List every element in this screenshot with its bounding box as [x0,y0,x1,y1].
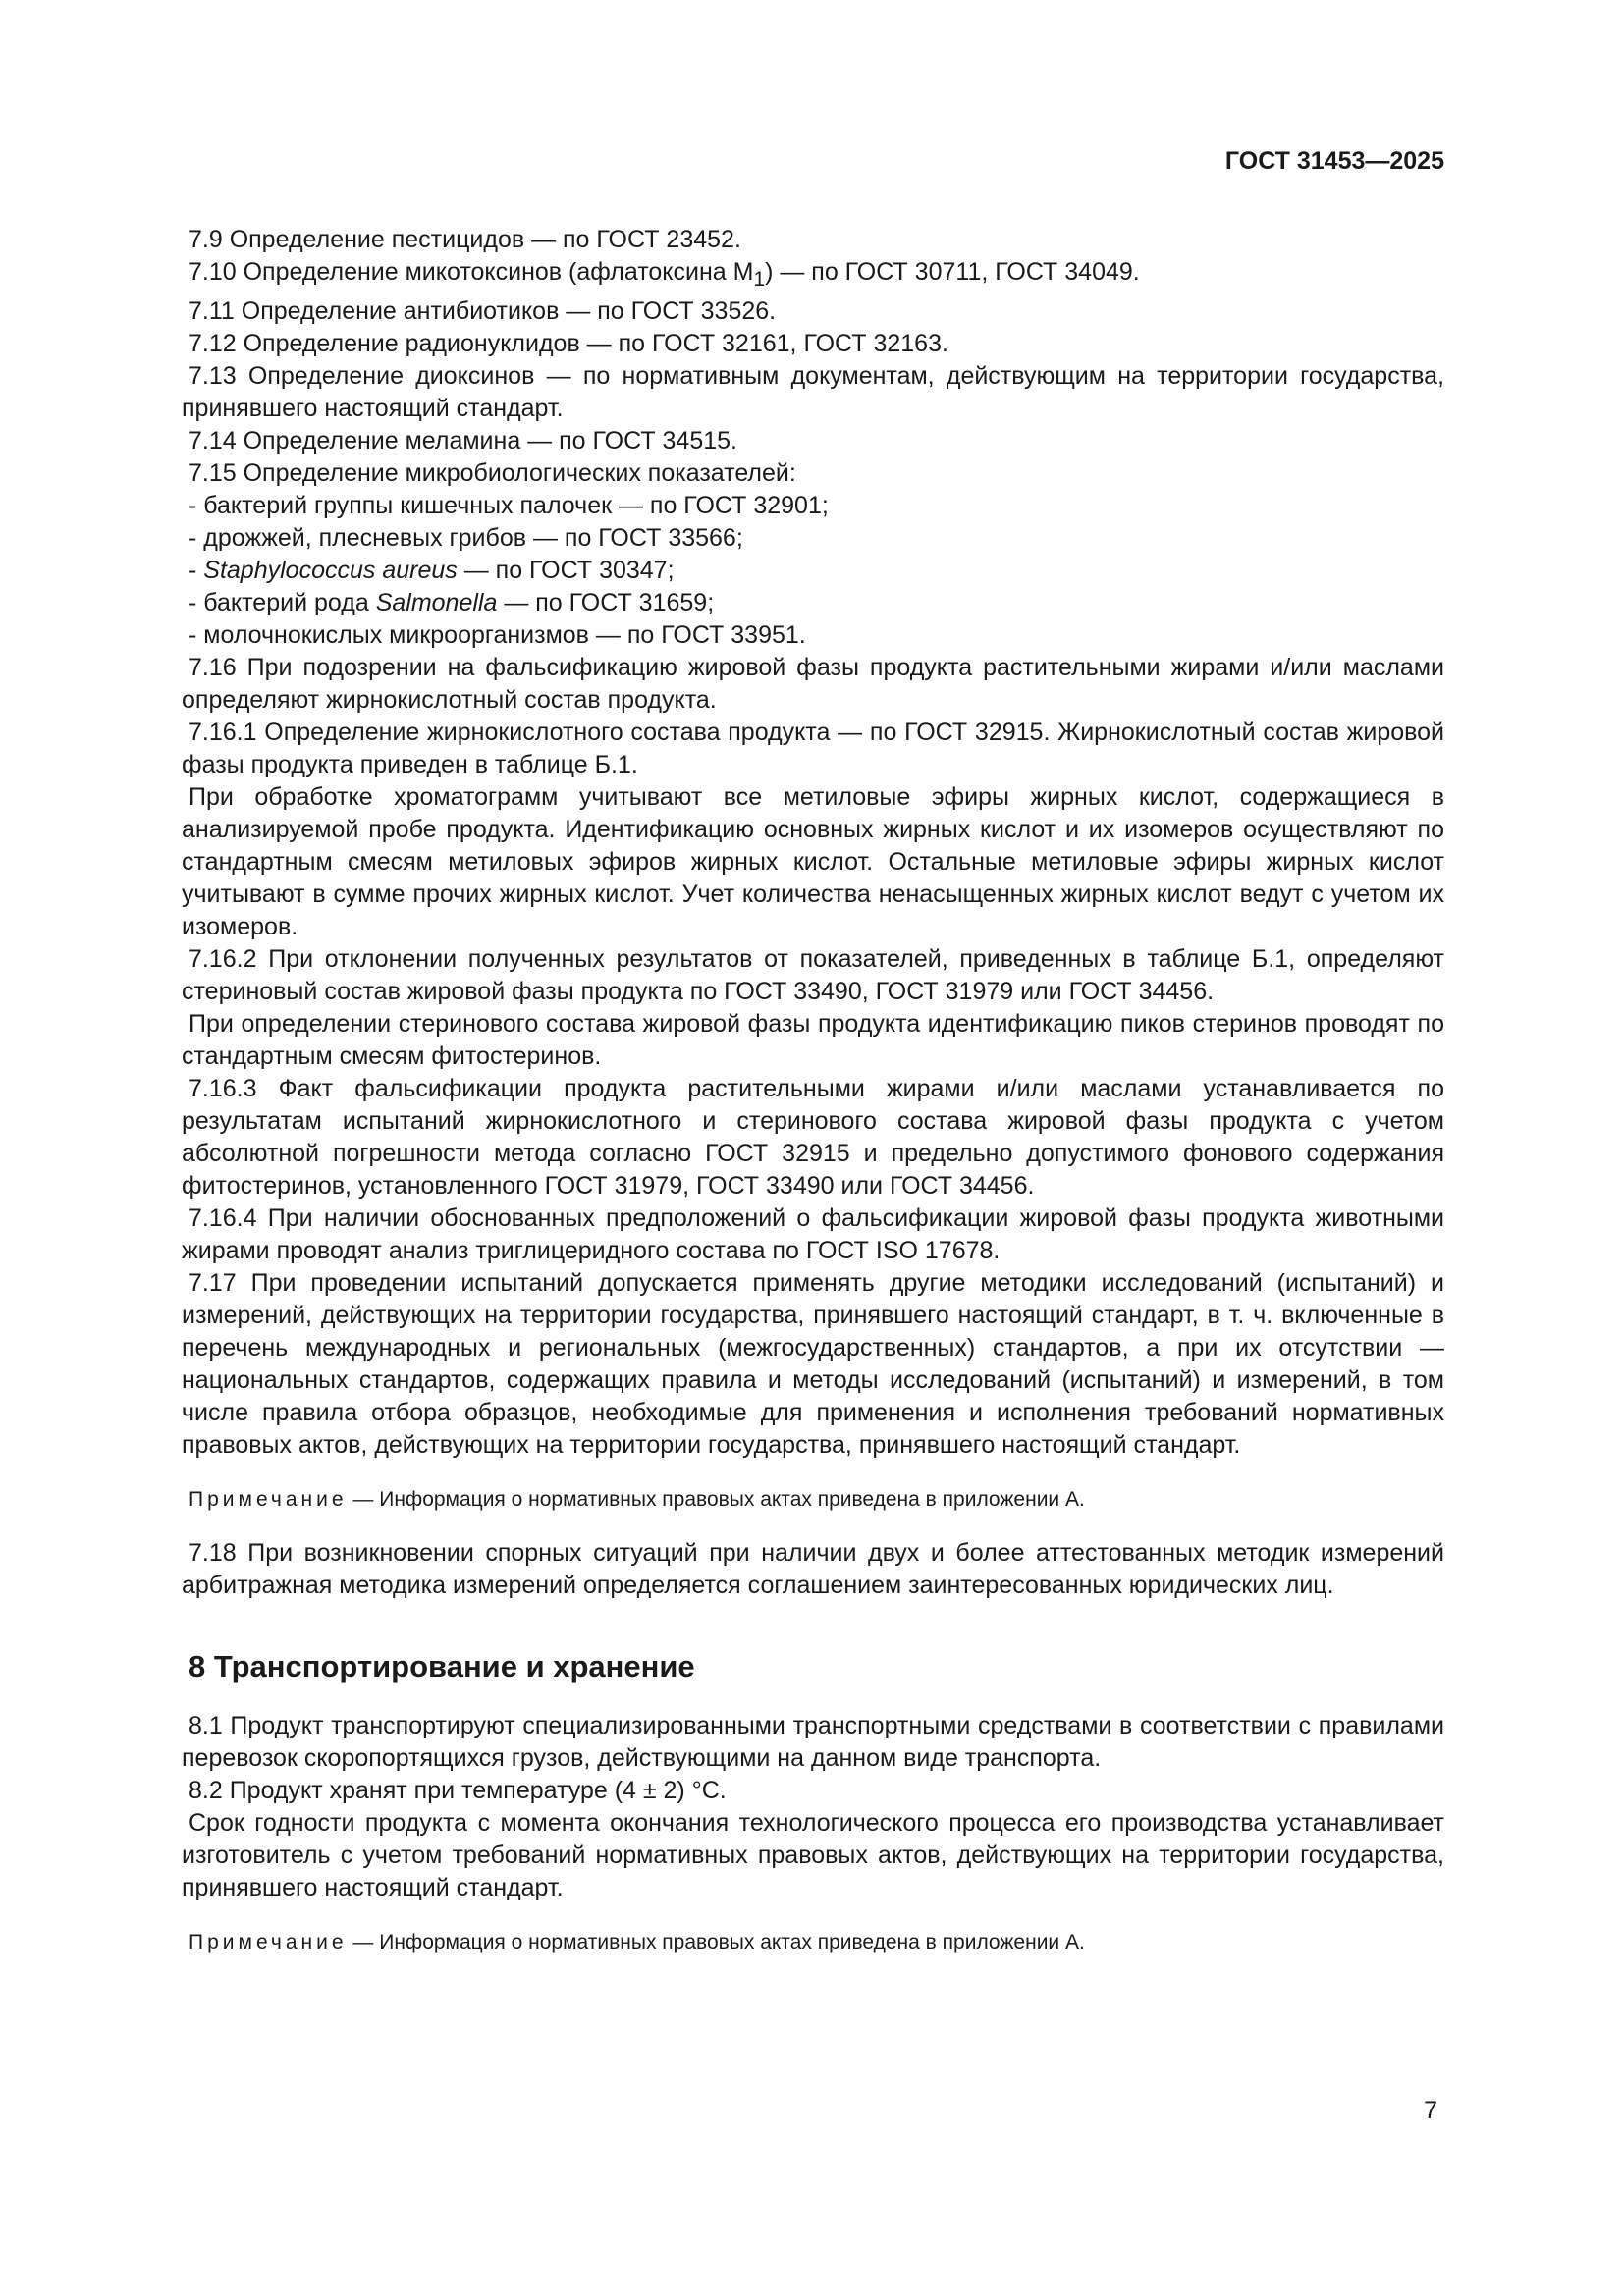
list-item-staph-name: Staphylococcus aureus [203,557,458,584]
note-2 [182,1926,1444,1958]
page-number: 7 [1424,2097,1437,2124]
para-7-10 [182,256,1444,295]
note-2-text: — Информация о нормативных правовых актах приведена в приложении А. [347,1931,1085,1953]
para-7-13: 7.13 Определение диоксинов — по нормативным документам, действующим на территории государства, принявшего настоящий стандарт. [182,362,1444,422]
para-7-16-2-b: При определении стеринового состава жировой фазы продукта идентификацию пиков стеринов проводят по стандартным смесям фитостеринов. [182,1010,1444,1070]
para-7-16: 7.16 При подозрении на фальсификацию жировой фазы продукта растительными жирами и/или маслами определяют жирнокислотный состав продукта. [182,654,1444,714]
para-7-14: 7.14 Определение меламина — по ГОСТ 34515. [189,427,737,454]
list-item-staph-suffix: — по ГОСТ 30347; [457,557,675,584]
list-item-salm-prefix: - бактерий рода [189,589,376,616]
para-7-16-4: 7.16.4 При наличии обоснованных предположений о фальсификации жировой фазы продукта животными жирами проводят анализ триглицеридного состава по ГОСТ ISO 17678. [182,1204,1444,1264]
list-item-salm-suffix: — по ГОСТ 31659; [497,589,715,616]
list-item-coliforms: - бактерий группы кишечных палочек — по ГОСТ 32901; [189,492,829,519]
note-1 [182,1483,1444,1516]
para-8-1: 8.1 Продукт транспортируют специализированными транспортными средствами в соответствии с правилами перевозок скоропортящихся грузов, действующими на данном виде транспорта. [182,1712,1444,1772]
list-item-salm-name: Salmonella [375,589,498,616]
para-7-16-1: 7.16.1 Определение жирнокислотного состава продукта — по ГОСТ 32915. Жирнокислотный состав жировой фазы продукта приведен в таблице Б.1. [182,719,1444,778]
para-7-12: 7.12 Определение радионуклидов — по ГОСТ 32161, ГОСТ 32163. [189,330,948,357]
para-7-16-3: 7.16.3 Факт фальсификации продукта растительными жирами и/или маслами устанавливается по результатам испытаний жирнокислотного и стеринового состава жировой фазы продукта с учетом абсолютной погрешности метода согласно ГОСТ 32915 и предельно допустимого фонового содержания фитостеринов, установленного ГОСТ 31979, ГОСТ 33490 или ГОСТ 34456. [182,1075,1444,1200]
list-item-lactic: - молочнокислых микроорганизмов — по ГОСТ 33951. [189,621,806,649]
para-8-2-b: Срок годности продукта с момента окончания технологического процесса его производства устанавливает изготовитель с учетом требований нормативных правовых актов, действующих на территории государства, принявшего настоящий стандарт. [182,1809,1444,1901]
list-item-yeast-mold: - дрожжей, плесневых грибов — по ГОСТ 33566; [189,524,743,552]
para-7-16-1-b: При обработке хроматограмм учитывают все метиловые эфиры жирных кислот, содержащиеся в анализируемой пробе продукта. Идентификацию основных жирных кислот и их изомеров осуществляют по стандартным смесям метиловых эфиров жирных кислот. Остальные метиловые эфиры жирных кислот учитывают в сумме прочих жирных кислот. Учет количества ненасыщенных жирных кислот ведут с учетом их изомеров. [182,783,1444,940]
para-7-10-end: ) — по ГОСТ 30711, ГОСТ 34049. [765,258,1140,286]
note-1-text: — Информация о нормативных правовых актах приведена в приложении А. [347,1488,1085,1511]
list-item-salmonella [182,587,1444,619]
para-7-18: 7.18 При возникновении спорных ситуаций при наличии двух и более аттестованных методик измерений арбитражная методика измерений определяется соглашением заинтересованных юридических лиц. [182,1539,1444,1599]
para-7-10-subscript: 1 [753,268,766,291]
para-7-11: 7.11 Определение антибиотиков — по ГОСТ 33526. [189,297,777,325]
note-1-label: Примечание [189,1488,348,1511]
para-7-10-start: 7.10 Определение микотоксинов (афлатоксина M [189,258,754,286]
list-item-staph-prefix: - [189,557,204,584]
note-2-label: Примечание [189,1931,348,1953]
para-7-17: 7.17 При проведении испытаний допускается применять другие методики исследований (испытаний) и измерений, действующих на территории государства, принявшего настоящий стандарт, в т. ч. включенные в перечень международных и региональных (межгосударственных) стандартов, а при их отсутствии — национальных стандартов, содержащих правила и методы исследований (испытаний) и измерений, в том числе правила отбора образцов, необходимые для применения и исполнения требований нормативных правовых актов, действующих на территории государства, принявшего настоящий стандарт. [182,1269,1444,1459]
list-item-staphylococcus [182,555,1444,587]
document-body [182,224,1444,1980]
document-id-header: ГОСТ 31453—2025 [1224,147,1444,175]
para-7-9: 7.9 Определение пестицидов — по ГОСТ 23452. [189,226,741,253]
para-7-15: 7.15 Определение микробиологических показателей: [189,459,796,487]
para-8-2: 8.2 Продукт хранят при температуре (4 ± 2) °С. [189,1777,727,1804]
para-7-16-2: 7.16.2 При отклонении полученных результатов от показателей, приведенных в таблице Б.1, определяют стериновый состав жировой фазы продукта по ГОСТ 33490, ГОСТ 31979 или ГОСТ 34456. [182,945,1444,1005]
section-8-heading: 8 Транспортирование и хранение [189,1649,695,1683]
